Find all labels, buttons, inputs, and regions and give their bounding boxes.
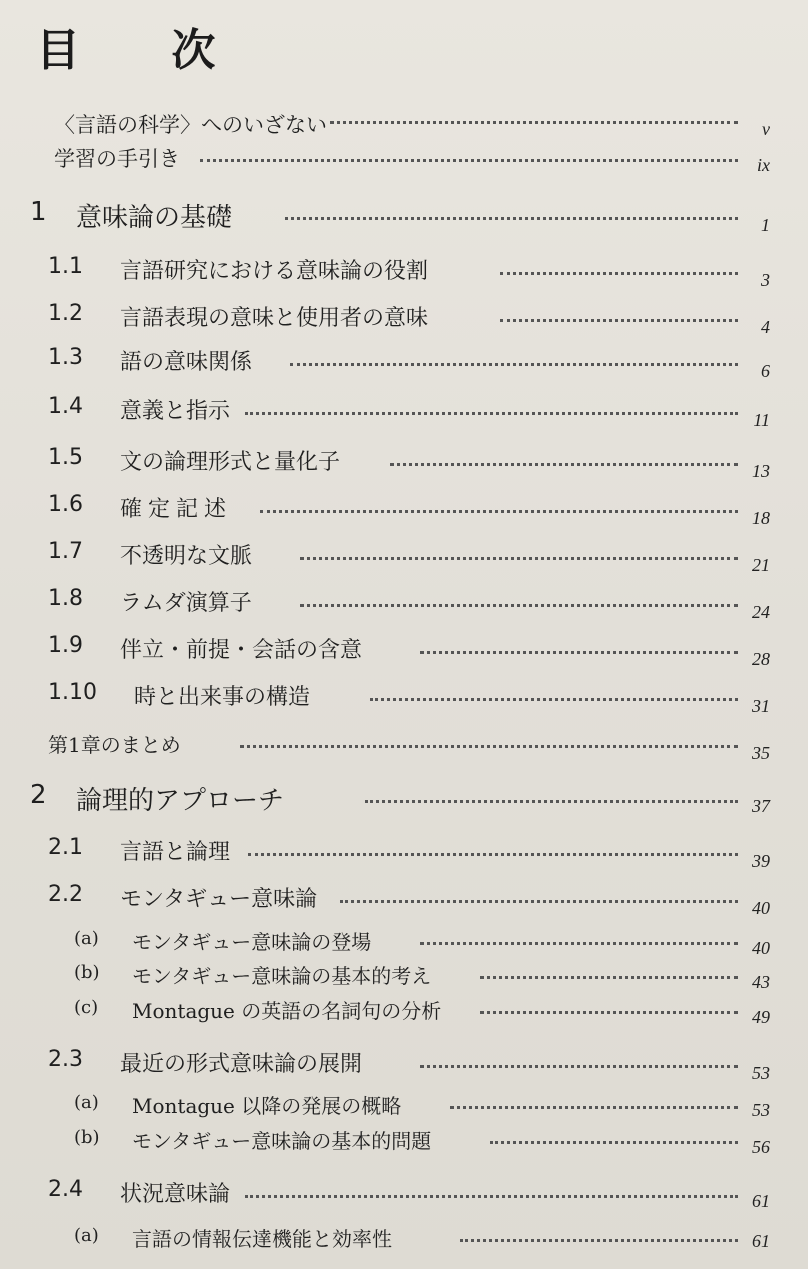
leader-dots	[248, 853, 738, 856]
toc-entry[interactable]	[0, 252, 808, 292]
entry-label: 第1章のまとめ	[48, 733, 181, 757]
leader-dots	[450, 1106, 738, 1109]
entry-label: 言語研究における意味論の役割	[120, 259, 429, 284]
entry-page: 31	[752, 696, 770, 716]
entry-page: 37	[752, 796, 770, 816]
toc-entry[interactable]	[0, 880, 808, 920]
leader-dots	[290, 363, 738, 366]
entry-label: 最近の形式意味論の展開	[120, 1052, 363, 1077]
toc-entry[interactable]	[0, 1045, 808, 1085]
subsection-letter: (b)	[74, 962, 100, 983]
leader-dots	[460, 1239, 738, 1242]
leader-dots	[365, 800, 738, 803]
leader-dots	[480, 976, 738, 979]
toc-entry[interactable]	[0, 678, 808, 718]
leader-dots	[240, 745, 738, 748]
entry-label: モンタギュー意味論	[120, 887, 318, 912]
section-number: 2.4	[48, 1177, 83, 1202]
leader-dots	[390, 463, 738, 466]
toc-entry[interactable]	[0, 725, 808, 765]
section-number: 1.3	[48, 345, 83, 370]
leader-dots	[370, 698, 738, 701]
leader-dots	[245, 412, 738, 415]
entry-page: 35	[752, 743, 770, 763]
entry-label: Montague 以降の発展の概略	[132, 1094, 402, 1118]
entry-page: 39	[752, 851, 770, 871]
entry-page: 43	[752, 972, 770, 992]
subsection-letter: (a)	[74, 1225, 99, 1246]
leader-dots	[490, 1141, 738, 1144]
toc-entry[interactable]	[0, 631, 808, 671]
section-number: 1.10	[48, 680, 97, 705]
entry-page: 3	[761, 270, 770, 290]
entry-label: 言語の情報伝達機能と効率性	[132, 1227, 392, 1251]
entry-page: 53	[752, 1100, 770, 1120]
entry-page: v	[762, 119, 770, 139]
section-number: 1.1	[48, 254, 83, 279]
entry-label: 言語と論理	[120, 840, 231, 865]
section-number: 1.8	[48, 586, 83, 611]
entry-label: 時と出来事の構造	[134, 685, 311, 710]
leader-dots	[285, 217, 738, 220]
entry-label: 文の論理形式と量化子	[120, 450, 341, 475]
entry-label: 確定記述	[120, 497, 233, 522]
entry-page: 24	[752, 602, 770, 622]
subsection-letter: (c)	[74, 997, 99, 1018]
subsection-letter: (b)	[74, 1127, 100, 1148]
entry-label: 〈言語の科学〉へのいざない	[54, 113, 327, 137]
toc-subentry[interactable]	[0, 956, 808, 996]
section-number: 2.2	[48, 882, 83, 907]
toc-entry[interactable]	[0, 537, 808, 577]
toc-subentry[interactable]	[0, 1121, 808, 1161]
toc-chapter[interactable]	[0, 197, 808, 237]
toc-entry[interactable]	[0, 1175, 808, 1215]
section-number: 1.9	[48, 633, 83, 658]
entry-label: Montague の英語の名詞句の分析	[132, 999, 442, 1023]
entry-label: 不透明な文脈	[120, 544, 253, 569]
toc-subentry[interactable]	[0, 1086, 808, 1126]
entry-page: 4	[761, 317, 770, 337]
entry-label: 論理的アプローチ	[76, 786, 285, 816]
entry-label: ラムダ演算子	[120, 591, 252, 616]
section-number: 1.4	[48, 394, 83, 419]
leader-dots	[300, 604, 738, 607]
section-number: 1.5	[48, 445, 83, 470]
leader-dots	[340, 900, 738, 903]
section-number: 1.6	[48, 492, 83, 517]
entry-label: モンタギュー意味論の登場	[132, 930, 372, 954]
entry-label: 言語表現の意味と使用者の意味	[120, 306, 429, 331]
leader-dots	[500, 272, 738, 275]
leader-dots	[420, 942, 738, 945]
entry-label: 学習の手引き	[54, 147, 180, 171]
toc-entry[interactable]	[0, 443, 808, 483]
entry-page: 53	[752, 1063, 770, 1083]
entry-page: 13	[752, 461, 770, 481]
entry-page: 11	[753, 410, 770, 430]
entry-page: 49	[752, 1007, 770, 1027]
leader-dots	[260, 510, 738, 513]
section-number: 2.3	[48, 1047, 83, 1072]
section-number: 2.1	[48, 835, 83, 860]
toc-subentry[interactable]	[0, 991, 808, 1031]
toc-subentry[interactable]	[0, 1219, 808, 1259]
chapter-number: 2	[30, 780, 47, 810]
entry-label: 意義と指示	[120, 399, 231, 424]
toc-entry[interactable]	[0, 584, 808, 624]
entry-label: 語の意味関係	[120, 350, 253, 375]
leader-dots	[330, 121, 738, 124]
toc-entry[interactable]	[0, 392, 808, 432]
section-number: 1.7	[48, 539, 83, 564]
toc-entry[interactable]	[0, 343, 808, 383]
entry-label: 伴立・前提・会話の含意	[120, 638, 363, 663]
entry-page: 1	[761, 215, 770, 235]
toc-entry[interactable]	[0, 490, 808, 530]
entry-page: 21	[752, 555, 770, 575]
subsection-letter: (a)	[74, 928, 99, 949]
leader-dots	[245, 1195, 738, 1198]
leader-dots	[300, 557, 738, 560]
subsection-letter: (a)	[74, 1092, 99, 1113]
entry-page: 28	[752, 649, 770, 669]
toc-entry[interactable]	[0, 139, 808, 179]
section-number: 1.2	[48, 301, 83, 326]
entry-page: 6	[761, 361, 770, 381]
entry-page: 40	[752, 898, 770, 918]
toc-entry[interactable]	[0, 833, 808, 873]
entry-label: モンタギュー意味論の基本的考え	[132, 964, 432, 988]
entry-page: 18	[752, 508, 770, 528]
entry-page: 56	[752, 1137, 770, 1157]
leader-dots	[500, 319, 738, 322]
leader-dots	[480, 1011, 738, 1014]
entry-label: 状況意味論	[120, 1182, 231, 1207]
page-title: 目 次	[36, 25, 254, 76]
entry-page: 61	[752, 1231, 770, 1251]
leader-dots	[420, 651, 738, 654]
entry-label: モンタギュー意味論の基本的問題	[132, 1129, 432, 1153]
toc-entry[interactable]	[0, 101, 808, 141]
leader-dots	[420, 1065, 738, 1068]
entry-label: 意味論の基礎	[76, 203, 233, 233]
chapter-number: 1	[30, 197, 47, 227]
entry-page: 61	[752, 1191, 770, 1211]
toc-entry[interactable]	[0, 299, 808, 339]
entry-page: 40	[752, 938, 770, 958]
entry-page: ix	[757, 155, 770, 175]
leader-dots	[200, 159, 738, 162]
toc-chapter[interactable]	[0, 780, 808, 820]
